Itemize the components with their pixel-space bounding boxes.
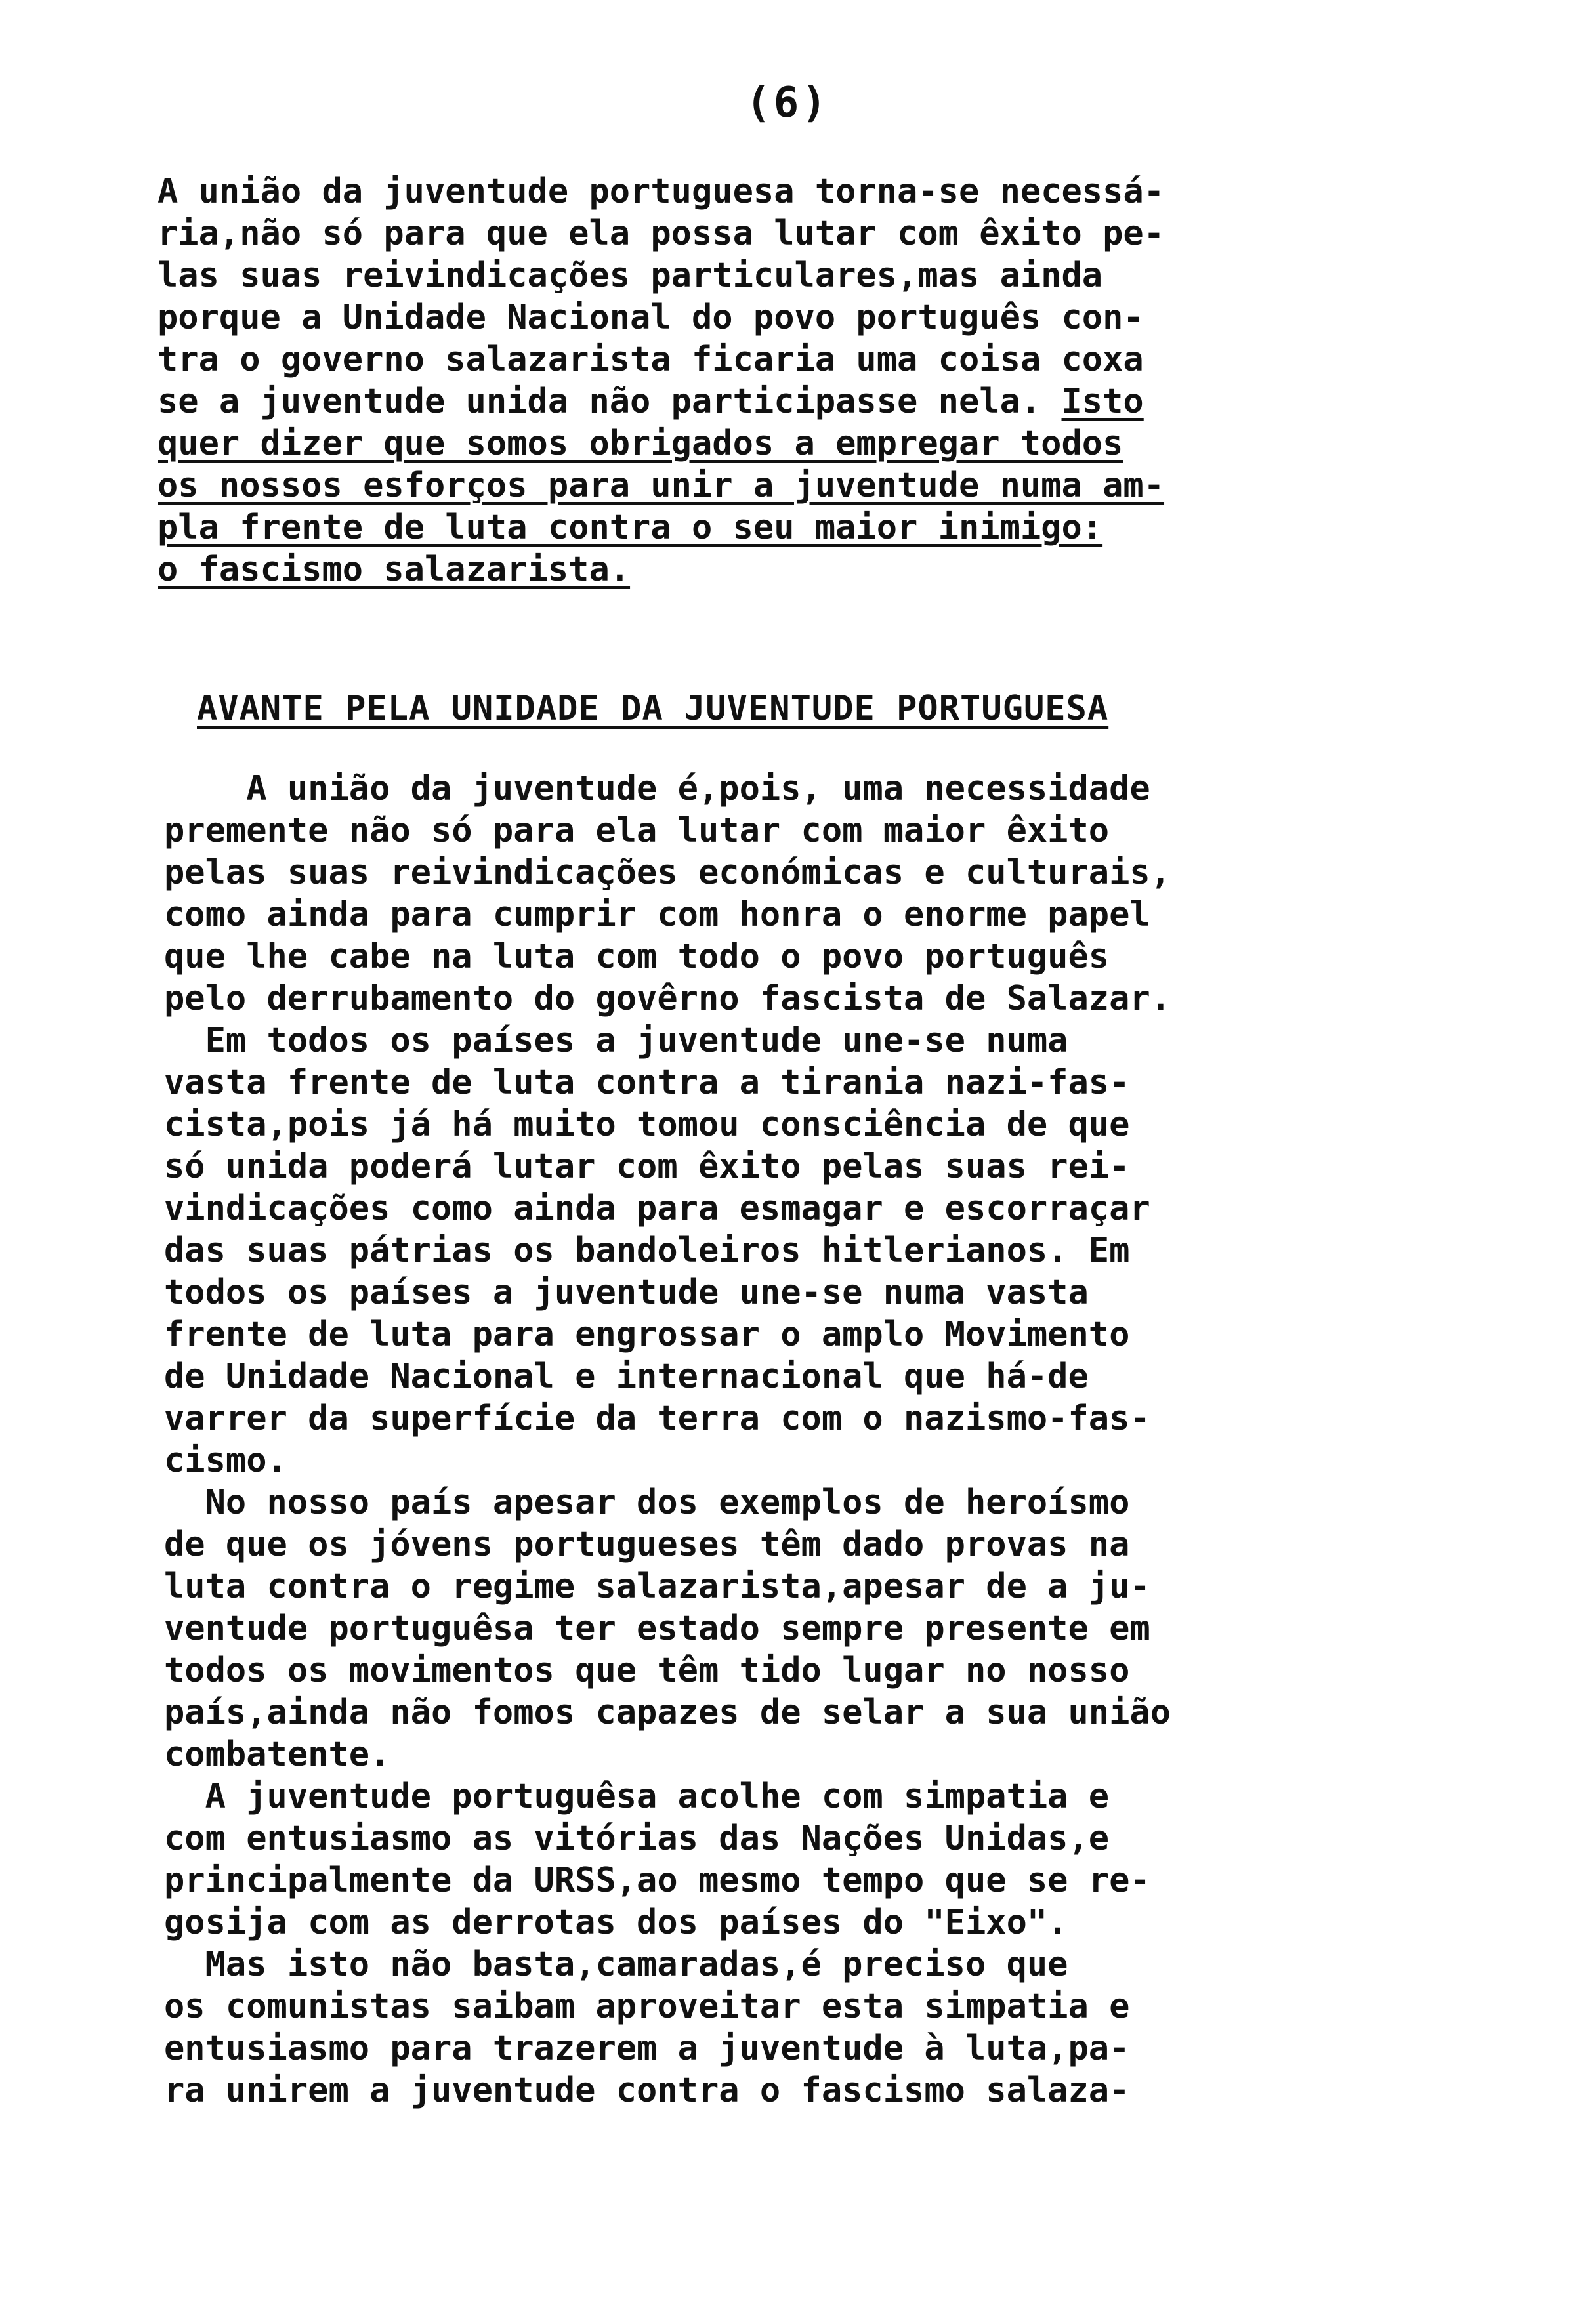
body-line: das suas pátrias os bandoleiros hitlerianos. Em bbox=[164, 1231, 1130, 1270]
body-line: todos os países a juventude une-se numa vasta bbox=[164, 1273, 1089, 1312]
body-line: só unida poderá lutar com êxito pelas suas rei- bbox=[164, 1147, 1130, 1186]
intro-line bbox=[158, 507, 1164, 549]
body-line: ventude portuguêsa ter estado sempre presente em bbox=[164, 1609, 1150, 1648]
body-line: todos os movimentos que têm tido lugar no nosso bbox=[164, 1651, 1130, 1690]
body-line: Mas isto não basta,camaradas,é preciso que bbox=[164, 1945, 1068, 1984]
body-line: luta contra o regime salazarista,apesar de a ju- bbox=[164, 1567, 1150, 1606]
body-line: pelas suas reivindicações económicas e culturais, bbox=[164, 853, 1171, 892]
intro-line bbox=[158, 255, 1164, 297]
body-line: os comunistas saibam aproveitar esta simpatia e bbox=[164, 1987, 1130, 2026]
body-line: Em todos os países a juventude une-se numa bbox=[164, 1021, 1068, 1060]
body-line: No nosso país apesar dos exemplos de heroísmo bbox=[164, 1483, 1130, 1522]
body-line: gosija com as derrotas dos países do "Eixo". bbox=[164, 1903, 1068, 1942]
intro-line-text: os nossos esforços para unir a juventude numa am- bbox=[158, 466, 1165, 505]
intro-line-text: ria,não só para que ela possa lutar com êxito pe- bbox=[158, 214, 1165, 253]
body-line: cista,pois já há muito tomou consciência de que bbox=[164, 1105, 1130, 1144]
body-line: varrer da superfície da terra com o nazismo-fas- bbox=[164, 1399, 1150, 1438]
body-line: premente não só para ela lutar com maior êxito bbox=[164, 811, 1110, 850]
intro-line bbox=[158, 171, 1164, 213]
intro-line-text: tra o governo salazarista ficaria uma coisa coxa bbox=[158, 340, 1144, 379]
intro-line-text: se a juventude unida não participasse nela. bbox=[158, 382, 1062, 421]
body-line: pelo derrubamento do govêrno fascista de Salazar. bbox=[164, 979, 1171, 1018]
intro-paragraph bbox=[158, 171, 1164, 591]
intro-line-text: quer dizer que somos obrigados a empregar todos bbox=[158, 424, 1124, 463]
body-line: ra unirem a juventude contra o fascismo salaza- bbox=[164, 2071, 1130, 2110]
intro-line-text: o fascismo salazarista. bbox=[158, 550, 631, 589]
intro-line-text: las suas reivindicações particulares,mas ainda bbox=[158, 256, 1103, 295]
body-line: frente de luta para engrossar o amplo Movimento bbox=[164, 1315, 1130, 1354]
body-line: cismo. bbox=[164, 1441, 287, 1480]
body-paragraphs bbox=[164, 768, 1171, 2111]
body-line: combatente. bbox=[164, 1735, 390, 1774]
page-number: (6) bbox=[746, 79, 830, 127]
body-line: vasta frente de luta contra a tirania nazi-fas- bbox=[164, 1063, 1130, 1102]
body-line: com entusiasmo as vitórias das Nações Unidas,e bbox=[164, 1819, 1110, 1858]
body-line: A juventude portuguêsa acolhe com simpatia e bbox=[164, 1777, 1110, 1816]
body-line: A união da juventude é,pois, uma necessidade bbox=[164, 769, 1150, 808]
body-line: de que os jóvens portugueses têm dado provas na bbox=[164, 1525, 1130, 1564]
intro-line-text: A união da juventude portuguesa torna-se necessá- bbox=[158, 172, 1165, 211]
body-line: país,ainda não fomos capazes de selar a sua união bbox=[164, 1693, 1171, 1732]
intro-line bbox=[158, 549, 1164, 591]
intro-line bbox=[158, 297, 1164, 339]
body-line: principalmente da URSS,ao mesmo tempo que se re- bbox=[164, 1861, 1150, 1900]
body-line: como ainda para cumprir com honra o enorme papel bbox=[164, 895, 1150, 934]
intro-line-text: pla frente de luta contra o seu maior inimigo: bbox=[158, 508, 1103, 547]
intro-line-underlined-tail: Isto bbox=[1061, 382, 1144, 421]
intro-line bbox=[158, 465, 1164, 507]
intro-line bbox=[158, 213, 1164, 255]
intro-line bbox=[158, 423, 1164, 465]
body-line: que lhe cabe na luta com todo o povo português bbox=[164, 937, 1110, 976]
intro-line bbox=[158, 339, 1164, 381]
body-line: vindicações como ainda para esmagar e escorraçar bbox=[164, 1189, 1150, 1228]
section-heading: AVANTE PELA UNIDADE DA JUVENTUDE PORTUGUESA bbox=[197, 689, 1109, 728]
intro-line-text: porque a Unidade Nacional do povo português con- bbox=[158, 298, 1144, 337]
body-line: entusiasmo para trazerem a juventude à luta,pa- bbox=[164, 2029, 1130, 2068]
body-line: de Unidade Nacional e internacional que há-de bbox=[164, 1357, 1089, 1396]
intro-line bbox=[158, 381, 1164, 423]
